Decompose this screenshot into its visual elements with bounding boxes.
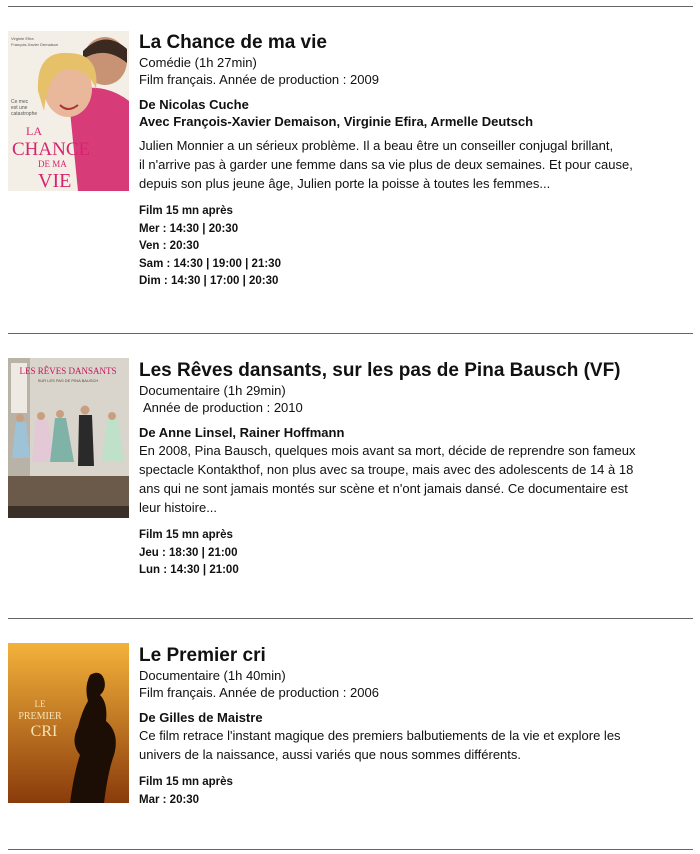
movie-director: De Gilles de Maistre [139,710,263,725]
movie-synopsis-line: ans qui ne sont jamais montés sur scène et n'ont jamais dansé. Ce documentaire est [139,481,628,496]
section-divider [8,618,693,619]
poster-tagline-3: catastrophe [11,111,38,117]
movie-synopsis-line: leur histoire... [139,500,218,515]
poster-tagline-1: Ce mec [11,99,29,105]
section-divider [8,333,693,334]
showtime-row: Lun : 14:30 | 21:00 [139,564,239,576]
showtime-row: Ven : 20:30 [139,240,200,252]
poster-dancer-head [37,412,45,420]
poster-title-line-1: LA [26,124,42,138]
poster-subtitle: SUR LES PAS DE PINA BAUSCH [37,378,99,383]
poster-footer-band [8,506,129,518]
showtime-row: Dim : 14:30 | 17:00 | 20:30 [139,275,279,287]
poster-title-line-3: DE MA [38,159,67,169]
poster-credit-2: François-Xavier Demaison [11,42,59,47]
poster-background [8,643,129,803]
poster-dancer-head [56,410,64,418]
film-after-note: Film 15 mn après [139,776,233,788]
film-after-note: Film 15 mn après [139,529,233,541]
showtime-row: Sam : 14:30 | 19:00 | 21:30 [139,257,281,270]
poster-title-line-2: CHANCE [12,139,91,160]
movie-info [139,360,687,580]
movie-title[interactable]: Le Premier cri [139,645,266,666]
movie-synopsis-line: univers de la naissance, aussi variés que nous sommes différents. [139,747,522,762]
poster-image [8,643,129,803]
movie-poster[interactable] [8,31,129,191]
poster-title-line-1: LE [34,699,46,709]
movie-poster[interactable] [8,358,129,518]
movie-production: Film français. Année de production : 2009 [139,72,379,87]
movie-poster[interactable] [8,643,129,803]
poster-image [8,358,129,518]
movie-genre: Comédie (1h 27min) [139,55,257,70]
poster-title: LES RÊVES DANSANTS [19,366,117,376]
movie-production: Année de production : 2010 [143,400,303,415]
movie-synopsis-line: spectacle Kontakthof, non plus avec sa troupe, mais avec des adolescents de 14 à 18 [139,462,634,477]
movie-director: De Nicolas Cuche [139,97,249,112]
bottom-divider [8,849,693,850]
movie-info [139,645,687,809]
film-after-note: Film 15 mn après [139,205,233,217]
showtime-row: Mar : 20:30 [139,793,200,806]
poster-dancer-head [108,412,116,420]
movie-synopsis-line: il n'arrive pas à garder une femme dans sa vie plus de deux semaines. Et pour cause, [139,157,633,172]
poster-dancer-head [16,414,24,422]
movie-synopsis-line: En 2008, Pina Bausch, quelques mois avant sa mort, décide de reprendre son fameux [139,443,636,458]
poster-image [8,31,129,191]
showtime-row: Mer : 14:30 | 20:30 [139,222,239,235]
movie-synopsis-line: Ce film retrace l'instant magique des premiers balbutiements de la vie et explore les [139,728,621,743]
poster-dancer-suit [78,415,94,466]
poster-title-line-2: PREMIER [18,711,62,722]
movie-production: Film français. Année de production : 2006 [139,685,379,700]
movie-title[interactable]: La Chance de ma vie [139,32,327,53]
movie-info [139,32,687,291]
movie-genre: Documentaire (1h 29min) [139,383,286,398]
showtime-row: Jeu : 18:30 | 21:00 [139,546,238,559]
movie-genre: Documentaire (1h 40min) [139,668,286,683]
poster-tagline-2: est une [11,105,28,111]
movie-title[interactable]: Les Rêves dansants, sur les pas de Pina Bausch (VF) [139,360,621,381]
top-divider [8,6,693,7]
poster-dancer-head [81,406,90,415]
movie-director: De Anne Linsel, Rainer Hoffmann [139,425,345,440]
movie-cast: Avec François-Xavier Demaison, Virginie Efira, Armelle Deutsch [139,114,534,129]
poster-title-line-4: VIE [38,170,72,191]
poster-title-line-3: CRI [30,723,58,740]
movie-synopsis-line: depuis son plus jeune âge, Julien porte la poisse à toutes les femmes... [139,176,551,191]
poster-credit-1: Virginie Efira [11,36,34,41]
movie-synopsis-line: Julien Monnier a un sérieux problème. Il a beau être un conseiller conjugal brillant, [139,138,614,153]
